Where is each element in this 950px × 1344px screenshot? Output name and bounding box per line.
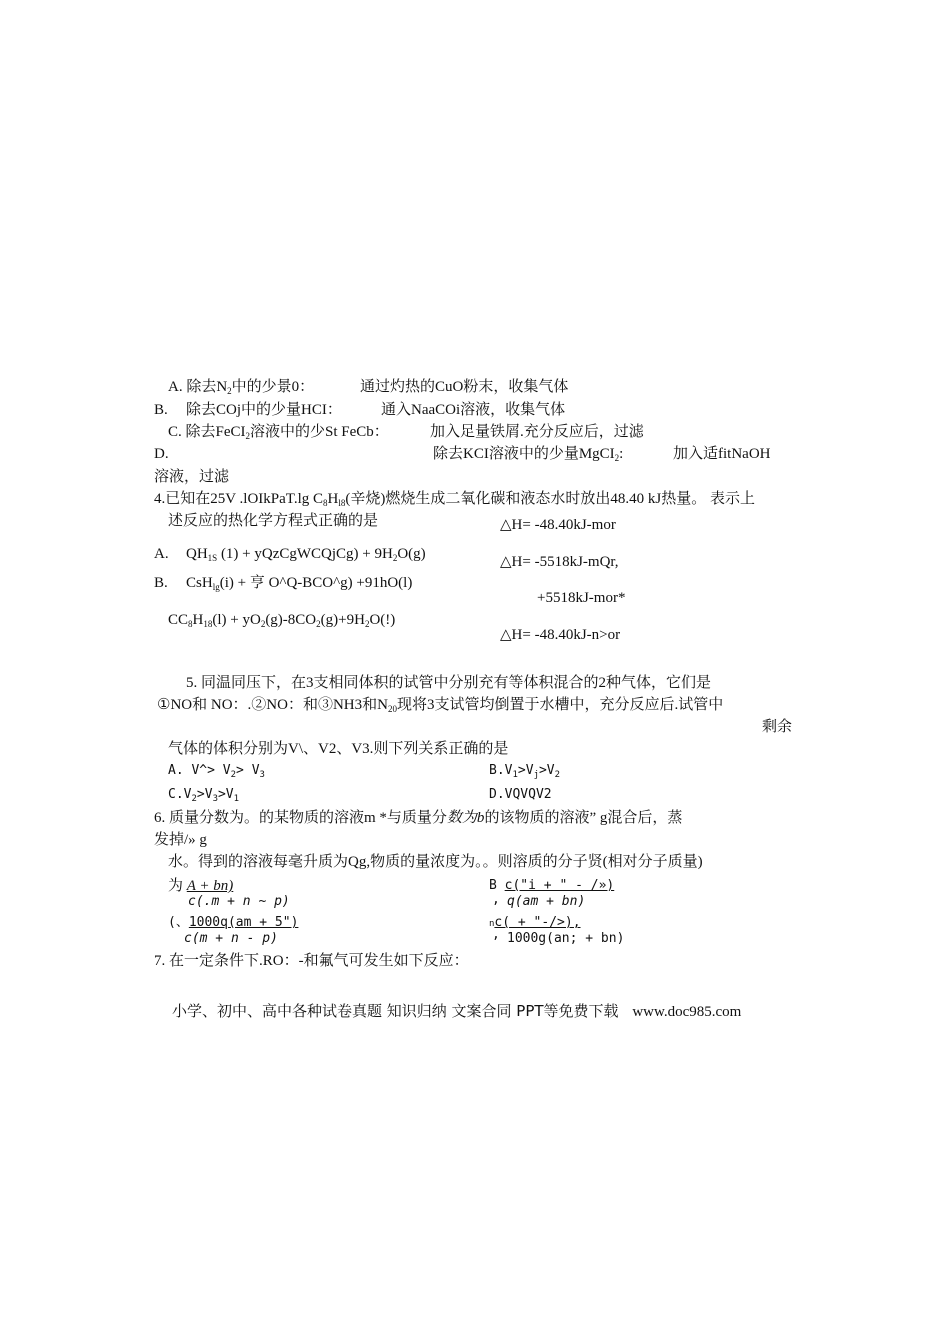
q6-option-d: nc( + "-/>), <box>489 915 581 930</box>
q5-stem-line2-tail: 剩余 <box>762 719 793 735</box>
q4-enthalpy-3: +5518kJ-mor* <box>537 590 626 606</box>
q5-option-d: D.VQVQV2 <box>489 787 552 802</box>
q3-option-b-label: B. <box>154 402 168 418</box>
q5-option-a: A. V^> $V_2> V_3$ <box>168 763 265 780</box>
q3-option-c-method: 加入足量铁屑.充分反应后，过滤 <box>430 424 644 440</box>
q3-option-a-method: 通过灼热的CuO粉末，收集气体 <box>360 379 569 395</box>
q4-option-a-label: A. <box>154 546 169 562</box>
q3-option-d-method: 加入适fitNaOH <box>673 446 771 462</box>
q6-stem-line2: 发掉/» g <box>154 832 207 848</box>
q5-stem-line2: ①NO和 NO：.②NO：和③NH3和$N_{20}$现将3支试管均倒置于水槽中，充分反应后.试管中 <box>157 697 724 714</box>
footer <box>172 1000 741 1021</box>
q6-option-b-denominator: q(am + bn) <box>507 894 586 909</box>
q5-option-c: $C.V_2>V_3>V_1$ <box>168 787 240 804</box>
q4-enthalpy-1: △H= -48.40kJ-mor <box>500 517 616 533</box>
q3-option-d-continuation: 溶液，过滤 <box>154 469 230 485</box>
q3-option-b: 除去COj中的少量HCI： <box>186 402 342 418</box>
q4-option-a-equation: $QH_{1S}$ (1) + yQzCgWCQjCg) + $9H_2O(g)$ <box>186 546 426 563</box>
q4-option-b-equation: CsH$_{lg}$(i) + 亨 O^Q-BCO^g) +91hO(l) <box>186 575 413 592</box>
footer-url[interactable]: www.doc985.com <box>632 1004 742 1020</box>
q6-stem-line1: 6. 质量分数为。的某物质的溶液m *与质量分数为b的该物质的溶液” g混合后，蒸 <box>154 810 683 826</box>
q4-option-c-equation: $CC_8H_{18}(l) + yO_2(g)-8CO_2(g)+9H_2O(!)$ <box>168 612 396 629</box>
q4-stem-line2: 述反应的热化学方程式正确的是 <box>168 513 379 529</box>
q3-option-b-method: 通入NaaCOi溶液，收集气体 <box>381 402 566 418</box>
q6-option-b: B c("i + " - /») <box>489 878 615 893</box>
q6-option-b-comma: , <box>492 892 500 907</box>
q4-enthalpy-2: △H= -5518kJ-mQr, <box>500 554 619 570</box>
footer-text: 小学、初中、高中各种试卷真题 知识归纳 文案合同 PPT等免费下载 <box>172 1002 619 1020</box>
q5-stem-line3: 气体的体积分别为V\、V2、V3.则下列关系正确的是 <box>168 741 509 757</box>
q4-stem-line1: 4.已知在25V .lOIkPaT.lg $C_8H_{l8}$(辛烧)燃烧生成二氧化碳和液态水时放出48.40 kJ热量。 表示上 <box>154 491 755 508</box>
q6-stem-line3: 水。得到的溶液每毫升质为Qg,物质的量浓度为。。则溶质的分子贤(相对分子质量) <box>168 854 703 870</box>
q6-option-d-denominator: 1000g(an; + bn) <box>507 931 625 946</box>
q6-option-a-denominator: c(.m + n ~ p) <box>188 894 290 909</box>
q5-stem-line1: 5. 同温同压下，在3支相同体积的试管中分别充有等体积混合的2种气体，它们是 <box>186 675 712 691</box>
q3-option-c: C. 除去FeCI$_2$溶液中的少St FeCb： <box>168 424 389 441</box>
q6-option-c-denominator: c(m + n - p) <box>184 931 278 946</box>
q3-option-a: A. 除去$N_2$中的少景0： <box>168 379 315 396</box>
q4-enthalpy-4: △H= -48.40kJ-n>or <box>500 627 621 643</box>
q3-option-d-label: D. <box>154 446 169 462</box>
q3-option-d: 除去KCI溶液中的少量MgCI$_2$: <box>433 446 624 463</box>
q6-option-c: (、1000q(am + 5") <box>168 915 299 930</box>
q6-option-a: 为 A + bn) <box>168 878 234 894</box>
q7-stem: 7. 在一定条件下.RO：-和氟气可发生如下反应： <box>154 953 469 969</box>
q6-option-d-comma: , <box>492 927 500 942</box>
q5-option-b: $B.V_1>V_j>V_2$ <box>489 763 561 780</box>
q4-option-b-label: B. <box>154 575 168 591</box>
